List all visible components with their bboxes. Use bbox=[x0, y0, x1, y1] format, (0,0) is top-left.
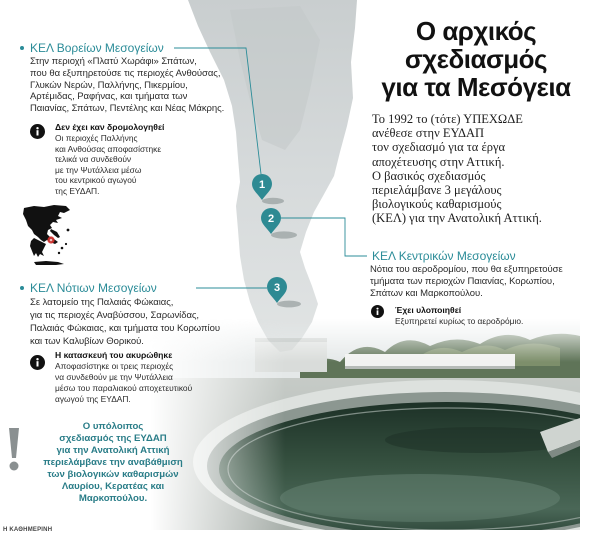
status-text-line: Εξυπηρετεί κυρίως το αεροδρόμιο. bbox=[395, 316, 524, 326]
status-text-line: της ΕΥΔΑΠ. bbox=[55, 185, 100, 196]
info-icon bbox=[30, 124, 45, 139]
pin-number: 3 bbox=[273, 282, 281, 294]
pin-number: 2 bbox=[267, 213, 275, 225]
intro-line: τον σχεδιασμό για τα έργα bbox=[372, 140, 506, 155]
leader-dot bbox=[20, 286, 24, 290]
exclamation-icon bbox=[6, 428, 22, 472]
plant-description-line: Γλυκών Νερών, Παλλήνης, Πικερμίου, bbox=[30, 79, 188, 91]
status-text-line: Αποφασίστηκε οι τρεις περιοχές bbox=[55, 361, 174, 371]
plant-description-line: Παλαιάς Φώκαιας, και τμήματα του Κορωπίου bbox=[30, 323, 220, 334]
plant-description-line: Αρτέμιδας, Ραφήνας, και τμήματα των bbox=[30, 91, 188, 103]
note-line: Μαρκοπούλου. bbox=[78, 493, 148, 504]
greece-locator-map bbox=[23, 205, 70, 265]
plant-description-line: τμήματα των περιοχών Παιανίας, Κορωπίου, bbox=[370, 276, 555, 287]
plant-name: ΚΕΛ Νότιων Μεσογείων bbox=[30, 281, 157, 295]
status-text-line: αγωγού της ΕΥΔΑΠ. bbox=[55, 394, 131, 404]
intro-line: Το 1992 το (τότε) ΥΠΕΧΩΔΕ bbox=[372, 112, 523, 126]
intro-line: Ο βασικός σχεδιασμός bbox=[372, 168, 486, 183]
leader-dot bbox=[20, 46, 24, 50]
intro-line: περιελάμβανε 3 μεγάλους bbox=[372, 183, 502, 198]
status-title: Δεν έχει καν δρομολογηθεί bbox=[55, 122, 165, 132]
status-text bbox=[395, 316, 523, 327]
note-line: των βιολογικών καθαρισμών bbox=[47, 469, 179, 480]
intro-line: ανέθεσε στην ΕΥΔΑΠ bbox=[372, 126, 485, 141]
intro-line: (ΚΕΛ) για την Ανατολική Αττική. bbox=[372, 211, 542, 226]
plant-description-line: Σε λατομείο της Παλαιάς Φώκαιας, bbox=[30, 297, 174, 308]
intro-line: αποχέτευσης στην Αττική. bbox=[372, 154, 505, 169]
plant-description-line: Σπάτων και Μαρκοπούλου. bbox=[370, 288, 483, 299]
plant-description-line: Παιανίας, Σπάτων, Πεντέλης και Νέας Μάκρης. bbox=[30, 103, 225, 115]
status-title: Έχει υλοποιηθεί bbox=[395, 305, 462, 315]
plant-description-line: Νότια του αεροδρομίου, που θα εξυπηρετούσε bbox=[370, 264, 563, 275]
pin-number: 1 bbox=[258, 179, 266, 191]
pin-shadow bbox=[271, 231, 297, 238]
intro-paragraph bbox=[372, 112, 542, 226]
status-text-line: του κεντρικού αγωγού bbox=[55, 175, 137, 185]
plant-description bbox=[370, 264, 563, 300]
status-text-line: τελικά να συνδεθούν bbox=[55, 154, 132, 164]
note-text bbox=[33, 421, 193, 505]
info-icon bbox=[371, 305, 384, 318]
status-text bbox=[55, 133, 161, 196]
note-line: περιελάμβανε την αναβάθμιση bbox=[43, 457, 183, 468]
intro-line: βιολογικούς καθαρισμούς bbox=[372, 197, 502, 212]
page-title bbox=[362, 17, 590, 101]
plant-name: ΚΕΛ Κεντρικών Μεσογείων bbox=[372, 249, 516, 263]
plant-description-line: που θα εξυπηρετούσε τις περιοχές Ανθούσας, bbox=[30, 67, 221, 79]
info-icon bbox=[30, 355, 45, 370]
source-credit: Η ΚΑΘΗΜΕΡΙΝΗ bbox=[3, 527, 53, 533]
plant-name: ΚΕΛ Βορείων Μεσογείων bbox=[30, 41, 164, 55]
plant-description-line: Στην περιοχή «Πλατύ Χωράφι» Σπάτων, bbox=[30, 56, 197, 67]
plant-description bbox=[30, 56, 224, 115]
title-line: Ο αρχικός bbox=[415, 16, 537, 46]
plant-description-line: και των Καλυβίων Θορικού. bbox=[30, 336, 144, 347]
status-text-line: μέσω του παραλιακού αποχετευτικού bbox=[55, 383, 193, 393]
note-line: για την Ανατολική Αττική bbox=[56, 445, 170, 456]
title-line: για τα Μεσόγεια bbox=[381, 72, 571, 102]
note-line: Λαυρίου, Κερατέας και bbox=[61, 481, 165, 492]
note-line: Ο υπόλοιπος bbox=[82, 421, 144, 432]
pin-shadow bbox=[277, 301, 301, 308]
plant-description bbox=[30, 296, 220, 348]
status-title: Η κατασκευή του ακυρώθηκε bbox=[55, 350, 173, 360]
status-text-line: με την Ψυτάλλεια μέσω bbox=[55, 164, 142, 175]
status-text bbox=[55, 361, 192, 405]
title-line: σχεδιασμός bbox=[404, 44, 548, 74]
note-line: σχεδιασμός της ΕΥΔΑΠ bbox=[59, 433, 167, 444]
status-text-line: να συνδεθούν με την Ψυτάλλεια bbox=[55, 372, 173, 382]
pin-shadow bbox=[262, 198, 284, 204]
status-text-line: Οι περιοχές Παλλήνης bbox=[55, 133, 138, 143]
plant-description-line: για τις περιοχές Αναβύσσου, Σαρωνίδας, bbox=[30, 310, 200, 321]
status-text-line: και Ανθούσας αποφασίστηκε bbox=[55, 143, 162, 154]
